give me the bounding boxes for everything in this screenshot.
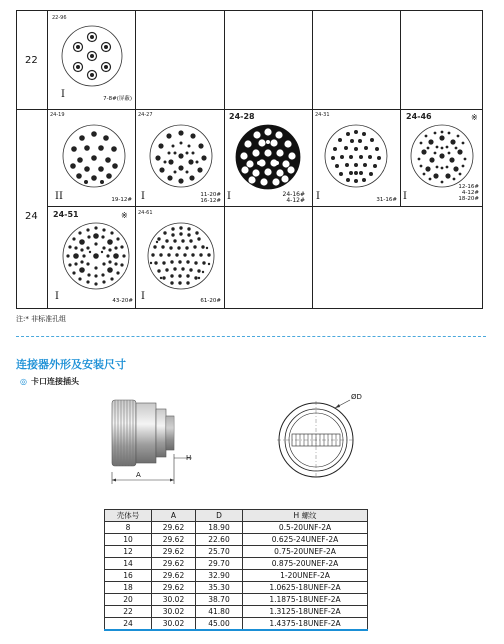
cell: 14: [105, 558, 152, 570]
cell: 22: [105, 606, 152, 618]
col-divider: [224, 11, 225, 109]
insert-face-24-28: [235, 124, 301, 190]
insert-face-24-46: [410, 124, 474, 188]
cell: 41.80: [196, 606, 243, 618]
insert-code: 24-28: [229, 112, 255, 121]
dimension-h-label: H: [186, 454, 192, 462]
col-divider: [312, 11, 313, 109]
cell: 38.70: [196, 594, 243, 606]
col-header-d: D: [196, 510, 243, 522]
section-title: 连接器外形及安装尺寸: [16, 358, 126, 371]
alternate-position: I: [55, 291, 59, 302]
insert-face-24-31: [324, 124, 388, 188]
cell: 0.875-20UNEF-2A: [243, 558, 368, 570]
cell: 16: [105, 570, 152, 582]
table-row: [105, 618, 368, 631]
plug-side-view-drawing: [100, 392, 200, 490]
cell: 1.0625-18UNEF-2A: [243, 582, 368, 594]
non-standard-mark: ※: [471, 113, 478, 122]
cell: 1.1875-18UNEF-2A: [243, 594, 368, 606]
contact-count: 31-16#: [376, 197, 397, 203]
cell: 20: [105, 594, 152, 606]
table-row: [105, 570, 368, 582]
alternate-position: I: [141, 191, 145, 202]
cell: 24: [105, 618, 152, 631]
shell-size-label: 22: [25, 55, 38, 66]
alternate-position: I: [141, 291, 145, 302]
table-row: [105, 534, 368, 546]
col-header-a: A: [152, 510, 196, 522]
cell: 18.90: [196, 522, 243, 534]
footnote: 注:* 非标准孔组: [16, 315, 67, 323]
insert-face-24-51: [62, 222, 130, 290]
cell: 8: [105, 522, 152, 534]
cell: 30.02: [152, 606, 196, 618]
contact-count: 12-16# 4-12# 18-20#: [458, 184, 479, 202]
insert-code: 24-61: [138, 210, 153, 216]
table-row: [105, 546, 368, 558]
cell: 29.62: [152, 558, 196, 570]
cell: 30.02: [152, 594, 196, 606]
insert-code: 24-27: [138, 112, 153, 118]
alternate-position: I: [61, 89, 65, 100]
cell: 1.3125-18UNEF-2A: [243, 606, 368, 618]
cell: 29.62: [152, 582, 196, 594]
cell: 12: [105, 546, 152, 558]
table-row: [105, 594, 368, 606]
col-divider: [400, 11, 401, 109]
contact-count: 19-12#: [111, 197, 132, 203]
cell: 32.90: [196, 570, 243, 582]
alternate-position: I: [316, 191, 320, 202]
col-divider: [224, 109, 225, 308]
insert-code: 22-96: [52, 15, 67, 21]
dimension-d-label: ØD: [351, 393, 362, 401]
non-standard-mark: ※: [121, 211, 128, 220]
cell: 22.60: [196, 534, 243, 546]
cell: 18: [105, 582, 152, 594]
insert-code: 24-19: [50, 112, 65, 118]
cell: 45.00: [196, 618, 243, 631]
cell: 29.62: [152, 546, 196, 558]
contact-count: 7-8#(屏蔽): [103, 96, 132, 102]
row-divider: [47, 206, 400, 207]
cell: 1.4375-18UNEF-2A: [243, 618, 368, 631]
alternate-position: I: [403, 191, 407, 202]
cell: 29.62: [152, 570, 196, 582]
cell: 29.62: [152, 522, 196, 534]
insert-arrangement-grid: [16, 10, 483, 309]
insert-code: 24-46: [406, 112, 432, 121]
cell: 29.62: [152, 534, 196, 546]
col-divider: [312, 109, 313, 308]
shell-size-label: 24: [25, 211, 38, 222]
cell: 10: [105, 534, 152, 546]
contact-count: 61-20#: [200, 298, 221, 304]
cell: 30.02: [152, 618, 196, 631]
row-divider: [17, 109, 482, 110]
alternate-position: I: [227, 191, 231, 202]
col-divider: [135, 109, 136, 308]
col-header-h: H 螺纹: [243, 510, 368, 522]
cell: 0.75-20UNEF-2A: [243, 546, 368, 558]
contact-count: 43-20#: [112, 298, 133, 304]
cell: 0.5-20UNF-2A: [243, 522, 368, 534]
contact-count: 11-20# 16-12#: [200, 192, 221, 204]
col-divider: [135, 11, 136, 109]
plug-front-view-drawing: [276, 398, 368, 482]
col-header-shell: 壳体号: [105, 510, 152, 522]
col-divider: [400, 109, 401, 206]
table-header-row: [105, 510, 368, 522]
contact-count: 24-16# 4-12#: [282, 191, 305, 204]
insert-code: 24-31: [315, 112, 330, 118]
col-divider: [47, 11, 48, 308]
table-row: [105, 558, 368, 570]
cell: 29.70: [196, 558, 243, 570]
dimension-table: [104, 509, 368, 631]
insert-face-24-19: [62, 124, 126, 188]
table-row: [105, 582, 368, 594]
cell: 1-20UNEF-2A: [243, 570, 368, 582]
row-divider: [400, 206, 482, 207]
section-divider: [16, 336, 486, 337]
cell: 35.30: [196, 582, 243, 594]
insert-face-24-27: [149, 124, 213, 188]
subsection-title: [20, 376, 79, 387]
cell: 25.70: [196, 546, 243, 558]
cell: 0.625-24UNEF-2A: [243, 534, 368, 546]
table-row: [105, 522, 368, 534]
insert-face-24-61: [147, 222, 215, 290]
table-row: [105, 606, 368, 618]
bullet-icon: ◎: [20, 377, 27, 386]
insert-code: 24-51: [53, 210, 79, 219]
dimension-a-label: A: [136, 471, 141, 479]
alternate-position: II: [55, 191, 63, 202]
subsection-label: 卡口连接插头: [30, 377, 79, 386]
insert-face-22-96: [61, 25, 123, 87]
